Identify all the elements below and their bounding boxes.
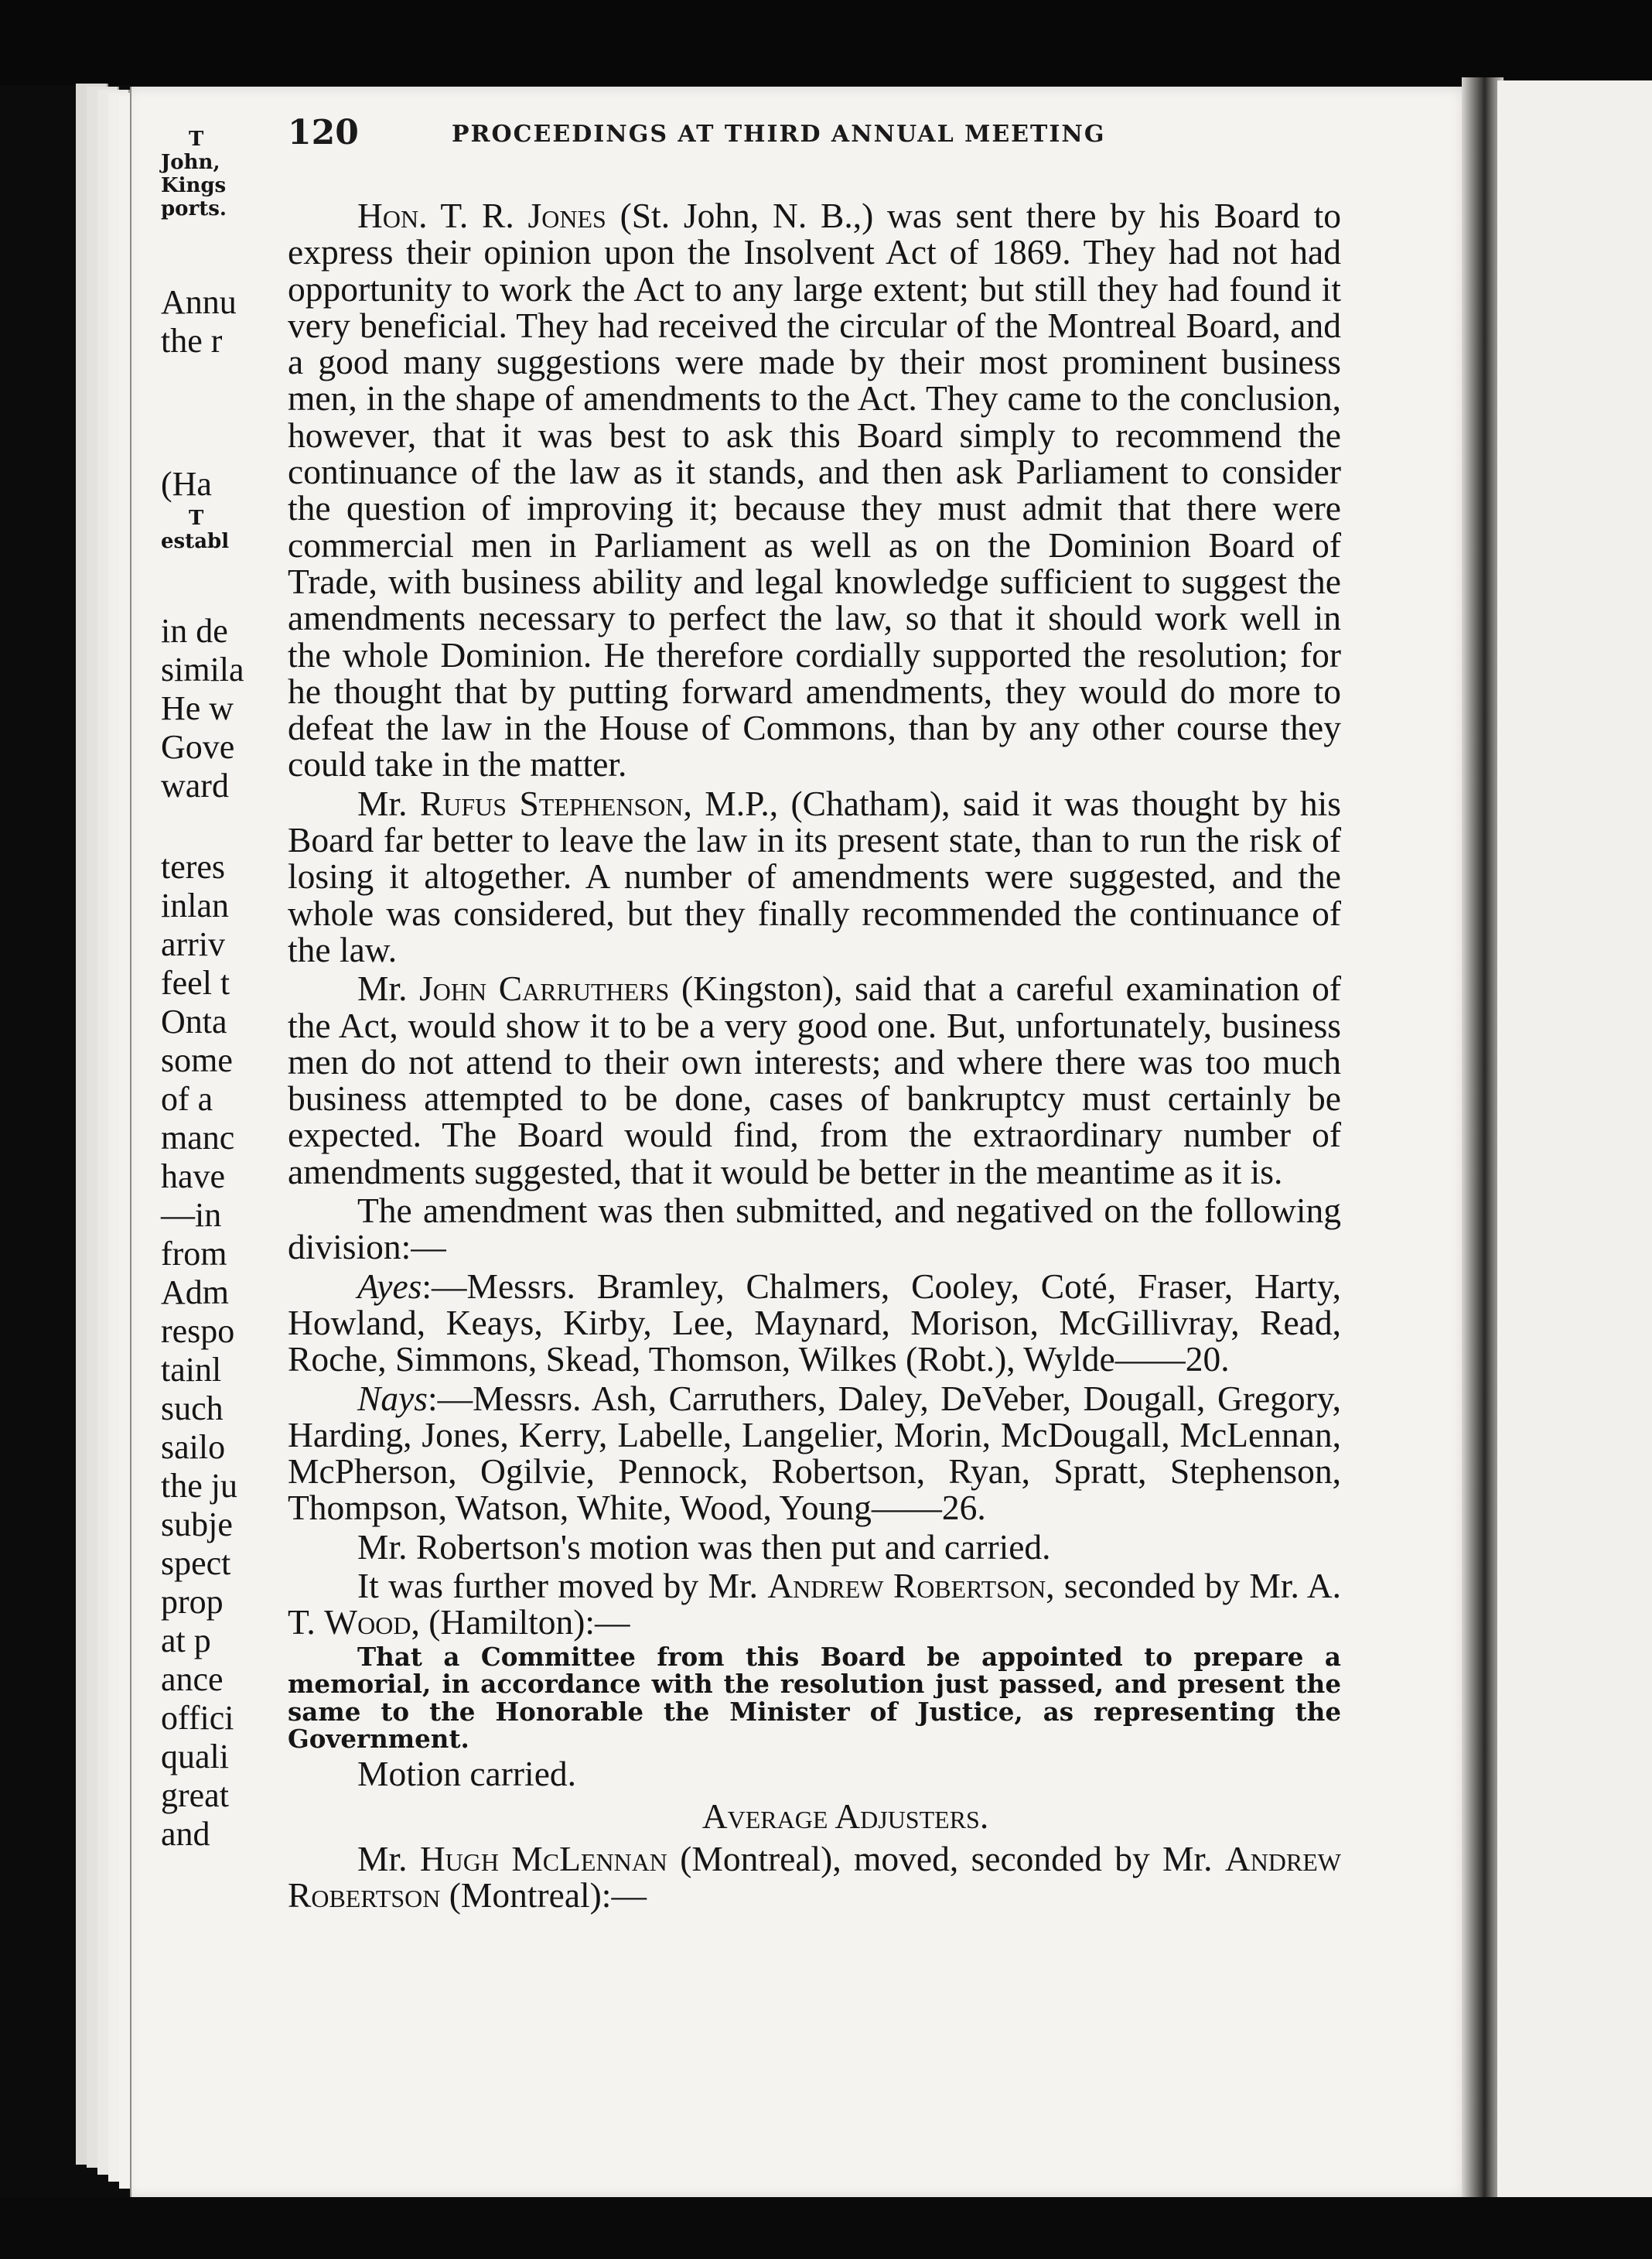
facing-page-line: respo xyxy=(161,1312,235,1350)
facing-page-line: He w xyxy=(161,689,234,727)
facing-page-line: tainl xyxy=(161,1351,222,1389)
facing-page-line: quali xyxy=(161,1738,229,1775)
speaker-title: Mr. xyxy=(357,783,420,823)
page-header-title: PROCEEDINGS AT THIRD ANNUAL MEETING xyxy=(452,121,1106,148)
paragraph-text: , M.P., (Chatham), said it was thought by his Board far better to leave the law in its present state, than to run the risk of losing it altogether. A number of amendments were suggested, and the whole was considered, but they finally recommended the continuance of the law. xyxy=(288,783,1341,969)
facing-page-line: sailo xyxy=(161,1428,226,1466)
facing-page-line: Kings xyxy=(161,174,227,197)
facing-page-line: the r xyxy=(161,322,223,360)
text-column xyxy=(288,197,1341,1916)
facing-page-line: such xyxy=(161,1389,224,1427)
facing-page-line: some xyxy=(161,1041,233,1079)
facing-page-line: manc xyxy=(161,1119,235,1157)
facing-page-line: subje xyxy=(161,1505,233,1543)
nays-list: :—Messrs. Ash, Carruthers, Daley, DeVeber, Dougall, Gregory, Harding, Jones, Kerry, Labelle, Langelier, Morin, McDougall, McLennan, McPherson, Ogilvie, Pennock, Robertson, Ryan, Spratt, Stephenson, Thompson, Watson, White, Wood, Young——26. xyxy=(288,1378,1341,1528)
facing-page-line: ports. xyxy=(161,197,227,220)
paragraph-amendment: The amendment was then submitted, and negatived on the following division:— xyxy=(288,1191,1341,1267)
paragraph-jones xyxy=(288,197,1341,783)
facing-page-line: Onta xyxy=(161,1003,227,1041)
facing-page-line: in de xyxy=(161,612,228,650)
paragraph-further-moved xyxy=(288,1567,1341,1641)
paragraph-text: It was further moved by Mr. xyxy=(357,1565,768,1605)
paragraph-motion-carried: Mr. Robertson's motion was then put and carried. xyxy=(357,1526,1051,1567)
facing-page-line: inlan xyxy=(161,887,229,924)
facing-page-line: ward xyxy=(161,767,229,805)
speaker-title: Mr. xyxy=(357,1839,420,1879)
paragraph-text: , seconded by Mr. A. T. xyxy=(288,1565,1341,1642)
nays-vote xyxy=(288,1380,1341,1526)
facing-page-line: Adm xyxy=(161,1273,229,1311)
facing-page-line: Annu xyxy=(161,283,237,321)
section-heading: Average Adjusters. xyxy=(701,1796,989,1836)
facing-page-line: T xyxy=(189,507,204,530)
facing-page-line: simila xyxy=(161,651,244,689)
facing-page-line: feel t xyxy=(161,964,230,1002)
facing-page-line: —in xyxy=(161,1196,222,1234)
mover-name: Andrew Robertson xyxy=(767,1565,1046,1605)
facing-page-line: have xyxy=(161,1157,226,1195)
facing-page-line: prop xyxy=(161,1583,224,1621)
seconder-name: Andrew Robertson xyxy=(288,1839,1342,1916)
nays-label: Nays xyxy=(357,1378,428,1418)
paragraph-text: (Montreal):— xyxy=(440,1875,647,1916)
facing-page-line: John, xyxy=(161,151,220,174)
speaker-name: John Carruthers xyxy=(419,969,670,1009)
paragraph-text: , (Hamilton):— xyxy=(411,1602,630,1642)
facing-page-line: great xyxy=(161,1776,229,1814)
paragraph-text: (Kingston), said that a careful examination of the Act, would show it to be a very good one. But, unfortunately, business men do not attend to their own interests; and where there was too much business attempted to be done, cases of bankruptcy must certainly be expected. The Board would find, from the extraordinary number of amendments suggested, that it would be better in the meantime as it is. xyxy=(288,969,1341,1191)
facing-page-line: teres xyxy=(161,848,226,886)
facing-page-line: arriv xyxy=(161,925,226,963)
speaker-name: Hon. T. R. Jones xyxy=(357,196,606,235)
ayes-label: Ayes xyxy=(357,1266,422,1306)
facing-page-line: from xyxy=(161,1235,227,1273)
speaker-name: Rufus Stephenson xyxy=(419,783,684,823)
facing-page-line: of a xyxy=(161,1080,213,1118)
speaker-title: Mr. xyxy=(357,969,420,1009)
facing-page-line: the ju xyxy=(161,1467,237,1505)
facing-page-line: at p xyxy=(161,1622,211,1659)
page-number: 120 xyxy=(288,113,359,152)
resolution-text: That a Committee from this Board be appointed to prepare a memorial, in accordance with the resolution just passed, and present the same to the Honorable the Minister of Justice, as representing the Government. xyxy=(288,1641,1341,1755)
facing-page-line: (Ha xyxy=(161,465,212,503)
facing-page-line: spect xyxy=(161,1544,231,1582)
paragraph-mclennan xyxy=(288,1840,1341,1914)
paragraph-text: (Montreal), moved, seconded by Mr. xyxy=(667,1839,1225,1879)
paragraph-carruthers xyxy=(288,970,1341,1190)
paragraph-text: (St. John, N. B.,) was sent there by his Board to express their opinion upon the Insolvent Act of 1869. They had not had opportunity to work the Act to any large extent; but still they had found it very beneficial. They had received the circular of the Montreal Board, and a good many suggestions were made by their most prominent business men, in the shape of amendments to the Act. They came to the conclusion, however, that it was best to ask this Board simply to recommend the continuance of the law as it stands, and then ask Parliament to consider the question of improving it; because they must admit that there were commercial men in Parliament as well as on the Dominion Board of Trade, with business ability and legal knowledge sufficient to suggest the amendments necessary to perfect the law, so that it should work well in the whole Dominion. He therefore cordially supported the resolution; for he thought that by putting forward amendments, they would do more to defeat the law in the House of Commons, than by any other course they could take in the matter. xyxy=(288,196,1341,784)
paragraph-motion-carried-2: Motion carried. xyxy=(357,1753,577,1793)
scanner-background xyxy=(0,0,1652,85)
paragraph-stephenson xyxy=(288,785,1341,968)
facing-page-line: ance xyxy=(161,1660,224,1698)
facing-page-line: and xyxy=(161,1815,210,1853)
facing-page-line: establ xyxy=(161,530,230,553)
facing-page-line: Gove xyxy=(161,728,235,766)
ayes-vote xyxy=(288,1268,1341,1378)
scanner-background xyxy=(0,2197,1652,2259)
seconder-name: Wood xyxy=(324,1602,411,1642)
facing-page-line: offici xyxy=(161,1699,234,1737)
ayes-list: :—Messrs. Bramley, Chalmers, Cooley, Coté, Fraser, Harty, Howland, Keays, Kirby, Lee, Maynard, Morison, McGillivray, Read, Roche, Simmons, Skead, Thomson, Wilkes (Robt.), Wylde——20. xyxy=(288,1266,1341,1379)
running-head xyxy=(288,113,1340,159)
facing-page-line: T xyxy=(189,128,204,151)
mover-name: Hugh McLennan xyxy=(419,1839,667,1879)
